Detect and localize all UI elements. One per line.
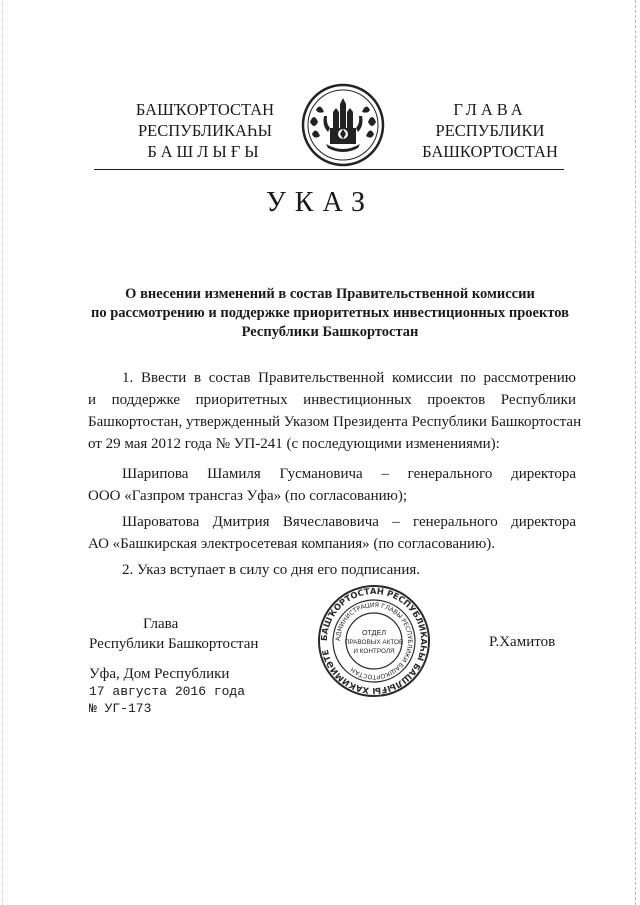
paragraph-4: [88, 559, 576, 581]
signing-place: Уфа, Дом Республики: [89, 666, 230, 682]
header-russian-line: ГЛАВА: [453, 100, 527, 119]
paragraph-2: [88, 463, 576, 507]
body-line: 1. Ввести в состав Правительственной комиссии по рассмотрению: [122, 370, 576, 386]
scan-edge-left: [2, 0, 4, 905]
decree-subject: [60, 285, 600, 342]
scan-edge-right: [634, 0, 636, 905]
header-bashkir-line: РЕСПУБЛИКАҺЫ: [137, 121, 273, 140]
body-line: ООО «Газпром трансгаз Уфа» (по согласованию);: [88, 488, 408, 504]
stamp-center-line: И КОНТРОЛЯ: [353, 648, 395, 655]
header-russian-line: РЕСПУБЛИКИ: [435, 121, 545, 140]
official-round-stamp: [316, 583, 432, 699]
subject-line: по рассмотрению и поддержке приоритетных инвестиционных проектов: [91, 305, 569, 321]
body-line: Шароватова Дмитрия Вячеславовича – генерального директора: [122, 514, 576, 530]
body-line: Башкортостан, утвержденный Указом Президента Республики Башкортостан: [88, 414, 582, 430]
header-bashkir-line: БАШҠОРТОСТАН: [135, 100, 275, 119]
signatory-title-line2: Республики Башкортостан: [89, 636, 259, 652]
body-line: Шарипова Шамиля Гусмановича – генерального директора: [122, 466, 576, 482]
header-russian-line: БАШКОРТОСТАН: [422, 142, 558, 161]
paragraph-3: [88, 511, 576, 555]
subject-line: О внесении изменений в состав Правительственной комиссии: [125, 286, 535, 302]
signing-date: 17 августа 2016 года: [89, 684, 246, 699]
header-russian: [400, 99, 580, 162]
coat-of-arms-emblem: [300, 82, 386, 168]
stamp-center-line: ОТДЕЛ: [361, 628, 387, 637]
header-bashkir: [110, 99, 300, 162]
body-line: и поддержке приоритетных инвестиционных проектов Республики: [88, 392, 576, 408]
stamp-ring-text: АДМИНИСТРАЦИЯ ГЛАВЫ РЕСПУБЛИКИ БАШКОРТОСТАН: [334, 601, 414, 681]
stamp-center-line: ПРАВОВЫХ АКТОВ: [344, 639, 404, 646]
body-line: АО «Башкирская электросетевая компания» (по согласованию).: [88, 536, 496, 552]
body-line: от 29 мая 2012 года № УП-241 (с последующими изменениями):: [88, 436, 500, 452]
document-title: УКАЗ: [265, 187, 375, 218]
decree-number: № УГ-173: [89, 701, 152, 716]
subject-line: Республики Башкортостан: [241, 324, 419, 340]
header-divider: [94, 169, 564, 170]
header-bashkir-line: БАШЛЫҒЫ: [147, 142, 263, 161]
signatory-title: Глава: [143, 616, 179, 632]
signatory-name: Р.Хамитов: [489, 634, 556, 650]
paragraph-1: [88, 367, 582, 455]
body-line: 2. Указ вступает в силу со дня его подписания.: [122, 562, 420, 578]
stamp-outer-text: БАШҠОРТОСТАН РЕСПУБЛИКАҺЫ БАШЛЫҒЫ ХАКИМИӘТЕ: [318, 585, 430, 697]
